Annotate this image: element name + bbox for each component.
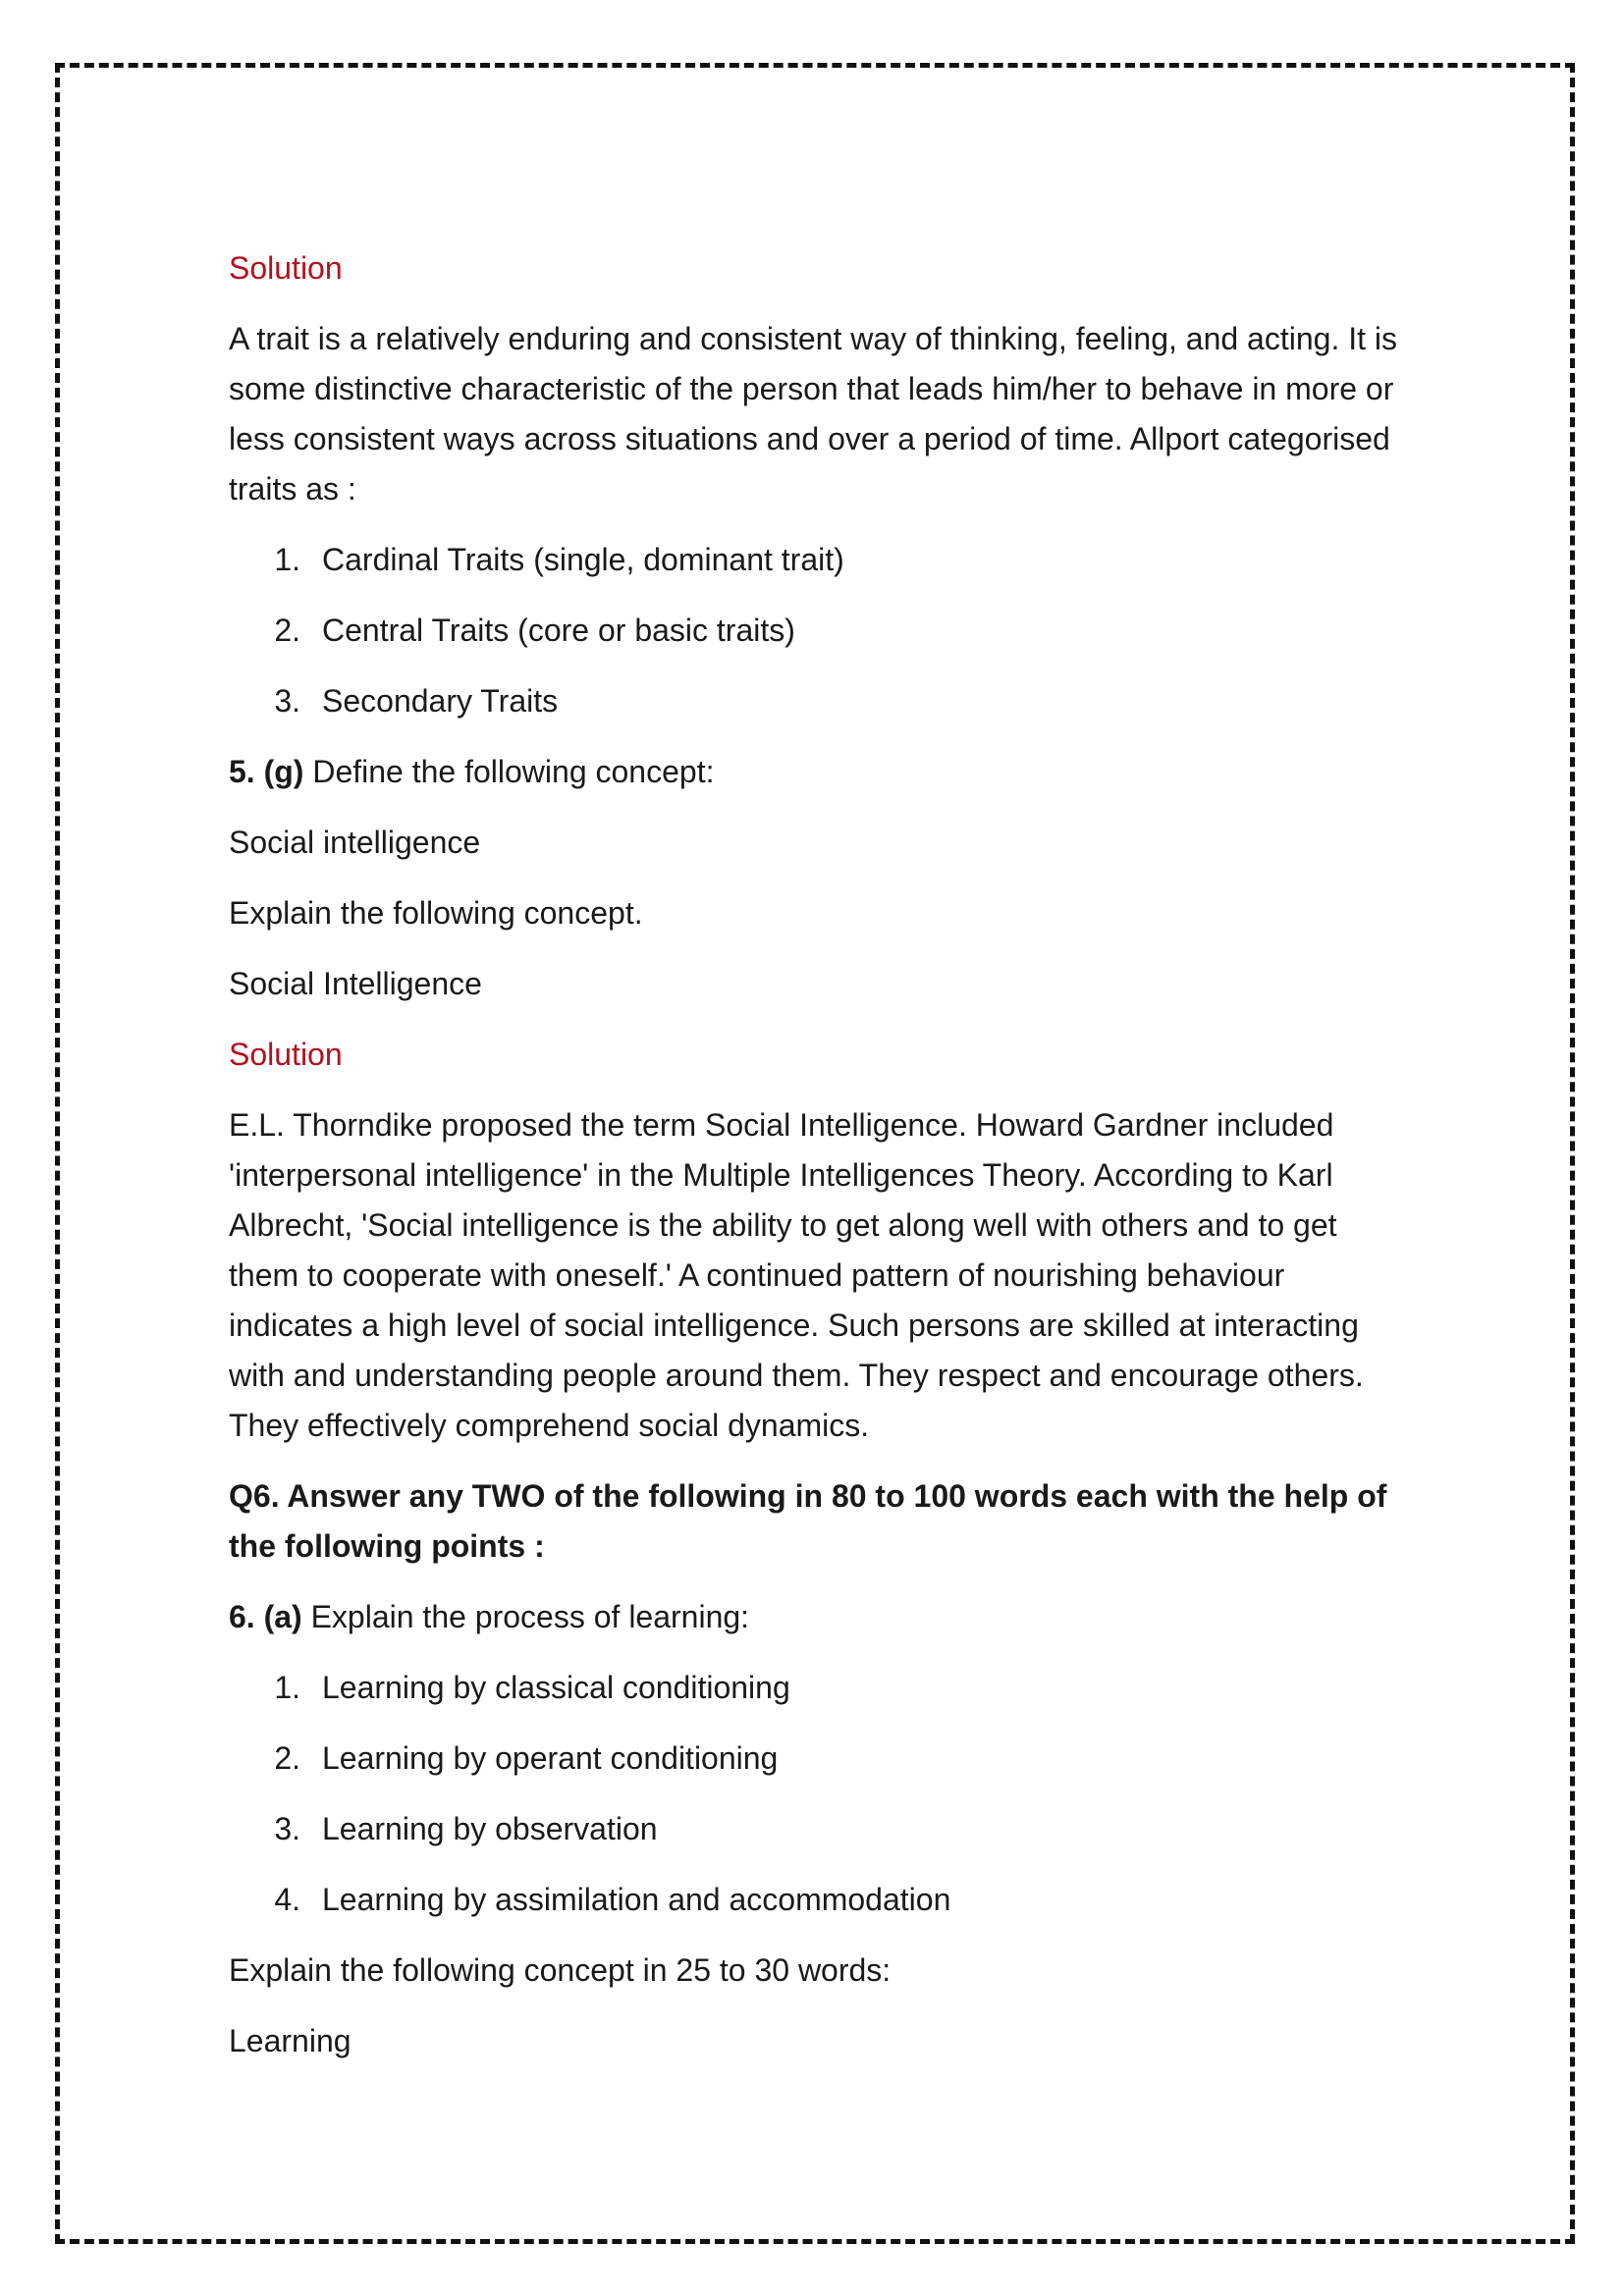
list-item <box>229 606 1407 656</box>
trait-list <box>229 535 1407 726</box>
question-number: 6. (a) <box>229 1599 302 1634</box>
trait-paragraph: A trait is a relatively enduring and consistent way of thinking, feeling, and acting. It is some distinctive characteristic of the person that leads him/her to behave in more or less consistent ways across situations and over a period of time. Allport categorised traits as : <box>229 321 1397 507</box>
question-text: Explain the process of learning: <box>301 1599 750 1634</box>
list-text: Learning by assimilation and accommodation <box>322 1882 951 1917</box>
list-item <box>229 1804 1407 1854</box>
list-text: Secondary Traits <box>322 683 559 719</box>
solution-heading: Solution <box>229 1037 343 1072</box>
list-text: Cardinal Traits (single, dominant trait) <box>322 542 844 577</box>
solution-heading: Solution <box>229 250 343 286</box>
question-6-heading: Q6. Answer any TWO of the following in 80 to 100 words each with the help of the following points : <box>229 1478 1387 1564</box>
concept-line: Social Intelligence <box>229 966 482 1001</box>
document-content <box>229 243 1407 2087</box>
list-text: Learning by operant conditioning <box>322 1740 779 1776</box>
instruction-line: Explain the following concept in 25 to 30 words: <box>229 1952 892 1988</box>
list-number: 2. <box>274 613 300 648</box>
list-number: 1. <box>274 1670 300 1705</box>
instruction-line: Explain the following concept. <box>229 895 643 931</box>
list-text: Learning by classical conditioning <box>322 1670 790 1705</box>
list-number: 3. <box>274 1811 300 1846</box>
list-number: 3. <box>274 683 300 719</box>
list-text: Learning by observation <box>322 1811 658 1846</box>
list-text: Central Traits (core or basic traits) <box>322 613 795 648</box>
question-number: 5. (g) <box>229 754 304 789</box>
list-number: 2. <box>274 1740 300 1776</box>
concept-line: Learning <box>229 2023 352 2058</box>
concept-line: Social intelligence <box>229 825 481 860</box>
learning-list <box>229 1663 1407 1925</box>
list-item <box>229 1734 1407 1784</box>
question-text: Define the following concept: <box>303 754 715 789</box>
list-item <box>229 1663 1407 1713</box>
list-number: 4. <box>274 1882 300 1917</box>
list-item <box>229 535 1407 585</box>
question-6a <box>229 1592 1407 1642</box>
question-5g <box>229 747 1407 797</box>
list-item <box>229 676 1407 726</box>
list-item <box>229 1875 1407 1925</box>
social-intelligence-paragraph: E.L. Thorndike proposed the term Social Intelligence. Howard Gardner included 'interpersonal intelligence' in the Multiple Intelligences Theory. According to Karl Albrecht, 'Social intelligence is the ability to get along well with others and to get them to cooperate with oneself.' A continued pattern of nourishing behaviour indicates a high level of social intelligence. Such persons are skilled at interacting with and understanding people around them. They respect and encourage others. They effectively comprehend social dynamics. <box>229 1107 1364 1443</box>
list-number: 1. <box>274 542 300 577</box>
